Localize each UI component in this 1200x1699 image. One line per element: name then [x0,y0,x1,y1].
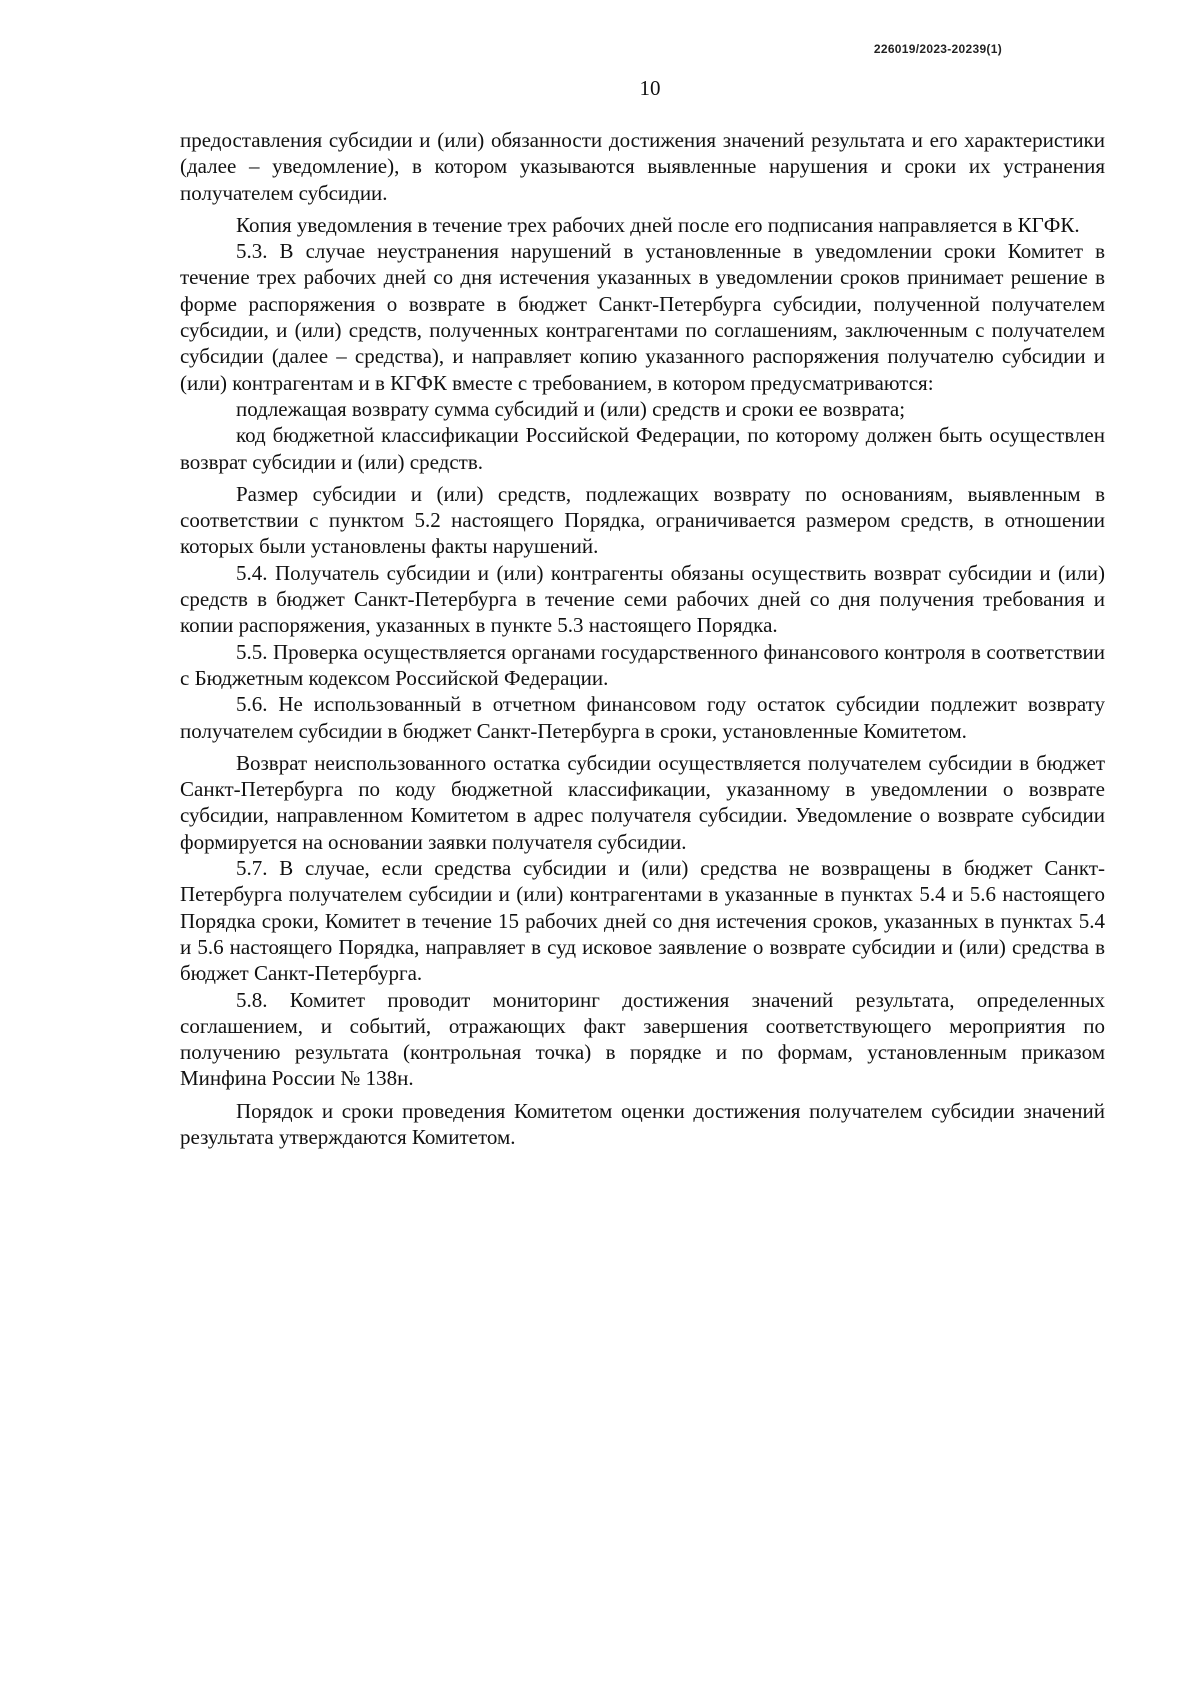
paragraph: Копия уведомления в течение трех рабочих дней после его подписания направляется в КГФК. [236,212,1080,237]
paragraph: Возврат неиспользованного остатка субсидии осуществляется получателем субсидии в бюджет Санкт-Петербурга по коду бюджетной классификации, указанному в уведомлении о возврате субсидии, направленном Комитетом в адрес получателя субсидии. Уведомление о возврате субсидии формируется на основании заявки получателя субсидии. [180,750,1105,854]
paragraph: код бюджетной классификации Российской Федерации, по которому должен быть осуществлен возврат субсидии и (или) средств. [180,423,1105,474]
paragraph: 5.8. Комитет проводит мониторинг достижения значений результата, определенных соглашением, и событий, отражающих факт завершения соответствующего мероприятия по получению результата (контрольная точка) в порядке и по формам, установленным приказом Минфина России № 138н. [180,987,1105,1091]
paragraph: 5.6. Не использованный в отчетном финансовом году остаток субсидии подлежит возврату получателем субсидии в бюджет Санкт-Петербурга в сроки, установленные Комитетом. [180,692,1105,743]
paragraph: подлежащая возврату сумма субсидий и (или) средств и сроки ее возврата; [236,396,906,421]
page-number: 10 [639,76,661,100]
paragraph: 5.4. Получатель субсидии и (или) контрагенты обязаны осуществить возврат субсидии и (или) средств в бюджет Санкт-Петербурга в течение семи рабочих дней со дня получения требования и копии распоряжения, указанных в пункте 5.3 настоящего Порядка. [180,560,1105,638]
paragraph: 5.5. Проверка осуществляется органами государственного финансового контроля в соответствии с Бюджетным кодексом Российской Федерации. [180,639,1105,690]
paragraph: 5.3. В случае неустранения нарушений в установленные в уведомлении сроки Комитет в течение трех рабочих дней со дня истечения указанных в уведомлении сроков принимает решение в форме распоряжения о возврате в бюджет Санкт-Петербурга субсидии, полученной получателем субсидии, и (или) средств, полученных контрагентами по соглашениям, заключенным с получателем субсидии (далее – средства), и направляет копию указанного распоряжения получателю субсидии и (или) контрагентам и в КГФК вместе с требованием, в котором предусматриваются: [180,239,1105,395]
paragraph: предоставления субсидии и (или) обязанности достижения значений результата и его характеристики (далее – уведомление), в котором указываются выявленные нарушения и сроки их устранения получателем субсидии. [180,128,1105,205]
paragraph: 5.7. В случае, если средства субсидии и (или) средства не возвращены в бюджет Санкт-Петербурга получателем субсидии и (или) контрагентами в указанные в пунктах 5.4 и 5.6 настоящего Порядка сроки, Комитет в течение 15 рабочих дней со дня истечения сроков, указанных в пунктах 5.4 и 5.6 настоящего Порядка, направляет в суд исковое заявление о возврате субсидии и (или) средства в бюджет Санкт-Петербурга. [180,856,1105,986]
document-body [180,127,1105,1150]
paragraph: Размер субсидии и (или) средств, подлежащих возврату по основаниям, выявленным в соответствии с пунктом 5.2 настоящего Порядка, ограничивается размером средств, в отношении которых были установлены факты нарушений. [180,481,1105,559]
document-id: 226019/2023-20239(1) [873,42,1002,56]
paragraph: Порядок и сроки проведения Комитетом оценки достижения получателем субсидии значений результата утверждаются Комитетом. [180,1098,1105,1149]
